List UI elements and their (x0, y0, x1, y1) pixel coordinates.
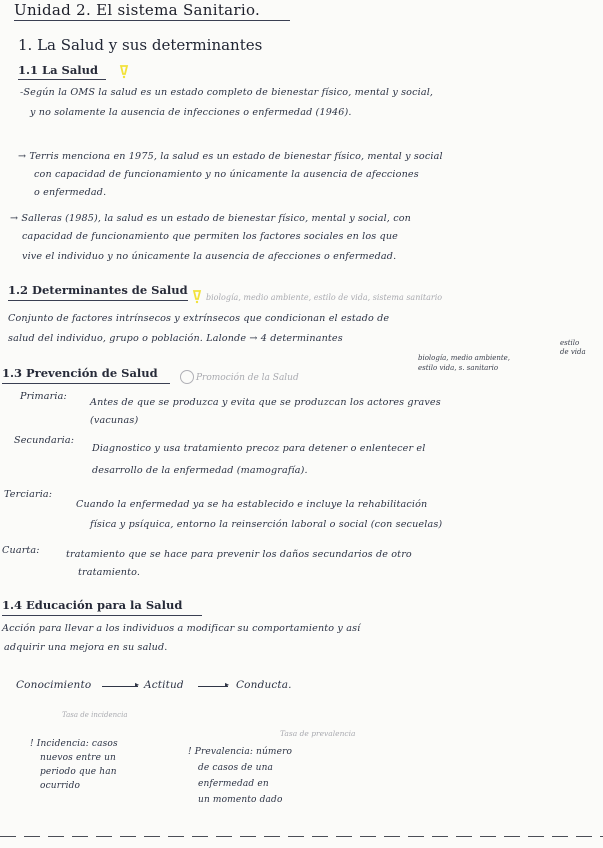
oms-line-2: y no solamente la ausencia de infecciones o enfermedad (1946). (30, 107, 352, 118)
section-1-4-underline (2, 615, 202, 616)
lalonde-margin-line-1: estilo (560, 339, 580, 347)
incidencia-line-1: ! Incidencia: casos (30, 739, 118, 749)
educacion-line-2: adquirir una mejora en su salud. (4, 642, 168, 653)
terris-line-1: → Terris menciona en 1975, la salud es un estado de bienestar físico, mental y social (18, 151, 443, 162)
cuarta-line-2: tratamiento. (78, 567, 141, 578)
oms-line-1: -Según la OMS la salud es un estado completo de bienestar físico, mental y social, (20, 87, 434, 98)
chain-conocimiento: Conocimiento (16, 679, 92, 691)
arrow-head-icon: ▸ (225, 680, 230, 689)
prevalencia-line-3: enfermedad en (198, 779, 269, 789)
secundaria-label: Secundaria: (14, 435, 75, 446)
chain-actitud: Actitud (144, 679, 184, 691)
incidencia-line-4: ocurrido (40, 781, 81, 791)
salleras-line-2: capacidad de funcionamiento que permiten los factores sociales en los que (22, 231, 398, 242)
section-1-2-heading: 1.2 Determinantes de Salud (8, 283, 188, 297)
lalonde-note-line-1: biología, medio ambiente, (418, 354, 511, 362)
terciaria-label: Terciaria: (4, 489, 53, 500)
educacion-line-1: Acción para llevar a los individuos a modificar su comportamiento y así (2, 623, 361, 634)
chain-conducta: Conducta. (236, 679, 292, 691)
terris-line-3: o enfermedad. (34, 187, 107, 198)
exclamation-highlight-icon (192, 289, 202, 303)
section-1-1-heading: 1.1 La Salud (18, 63, 99, 77)
promocion-pencil-note: Promoción de la Salud (196, 373, 299, 383)
terciaria-line-1: Cuando la enfermedad ya se ha establecido e incluye la rehabilitación (76, 499, 428, 510)
prevalencia-line-4: un momento dado (198, 795, 283, 805)
prevalencia-line-2: de casos de una (198, 763, 274, 773)
terris-line-2: con capacidad de funcionamiento y no únicamente la ausencia de afecciones (34, 169, 419, 180)
title-underline (14, 20, 290, 21)
primaria-line-2: (vacunas) (90, 415, 139, 426)
salleras-line-1: → Salleras (1985), la salud es un estado de bienestar físico, mental y social, con (10, 213, 411, 224)
section-1-heading: 1. La Salud y sus determinantes (18, 36, 263, 54)
lalonde-margin-line-2: de vida (560, 348, 586, 356)
determinantes-line-1: Conjunto de factores intrínsecos y extrínsecos que condicionan el estado de (8, 313, 390, 324)
cuarta-line-1: tratamiento que se hace para prevenir los daños secundarios de otro (66, 549, 412, 560)
section-1-3-underline (2, 383, 170, 384)
secundaria-line-2: desarrollo de la enfermedad (mamografía). (92, 465, 308, 476)
page-title: Unidad 2. El sistema Sanitario. (14, 1, 261, 19)
determinantes-pencil-note: biología, medio ambiente, estilo de vida, sistema sanitario (206, 293, 443, 302)
section-1-3-heading: 1.3 Prevención de Salud (2, 366, 158, 380)
primaria-label: Primaria: (20, 391, 67, 402)
pencil-circle-icon (180, 370, 194, 384)
section-1-4-heading: 1.4 Educación para la Salud (2, 598, 183, 612)
cuarta-label: Cuarta: (2, 545, 40, 556)
section-1-2-underline (8, 300, 188, 301)
page-edge-divider (0, 836, 603, 837)
lalonde-note-line-2: estilo vida, s. sanitario (418, 364, 499, 372)
arrow-right-icon (102, 686, 138, 687)
section-1-1-underline (18, 79, 106, 80)
determinantes-line-2: salud del individuo, grupo o población. Lalonde → 4 determinantes (8, 333, 343, 344)
primaria-line-1: Antes de que se produzca y evita que se produzcan los actores graves (90, 397, 441, 408)
arrow-right-icon (198, 686, 228, 687)
arrow-head-icon: ▸ (135, 680, 140, 689)
terciaria-line-2: física y psíquica, entorno la reinserción laboral o social (con secuelas) (90, 519, 443, 530)
prevalencia-line-1: ! Prevalencia: número (188, 747, 293, 757)
incidencia-line-2: nuevos entre un (40, 753, 116, 763)
prevalencia-pencil-note: Tasa de prevalencia (280, 729, 356, 738)
exclamation-highlight-icon (119, 64, 129, 78)
secundaria-line-1: Diagnostico y usa tratamiento precoz para detener o enlentecer el (92, 443, 426, 454)
salleras-line-3: vive el individuo y no únicamente la ausencia de afecciones o enfermedad. (22, 251, 397, 262)
incidencia-pencil-note: Tasa de incidencia (62, 711, 128, 719)
incidencia-line-3: periodo que han (40, 767, 117, 777)
